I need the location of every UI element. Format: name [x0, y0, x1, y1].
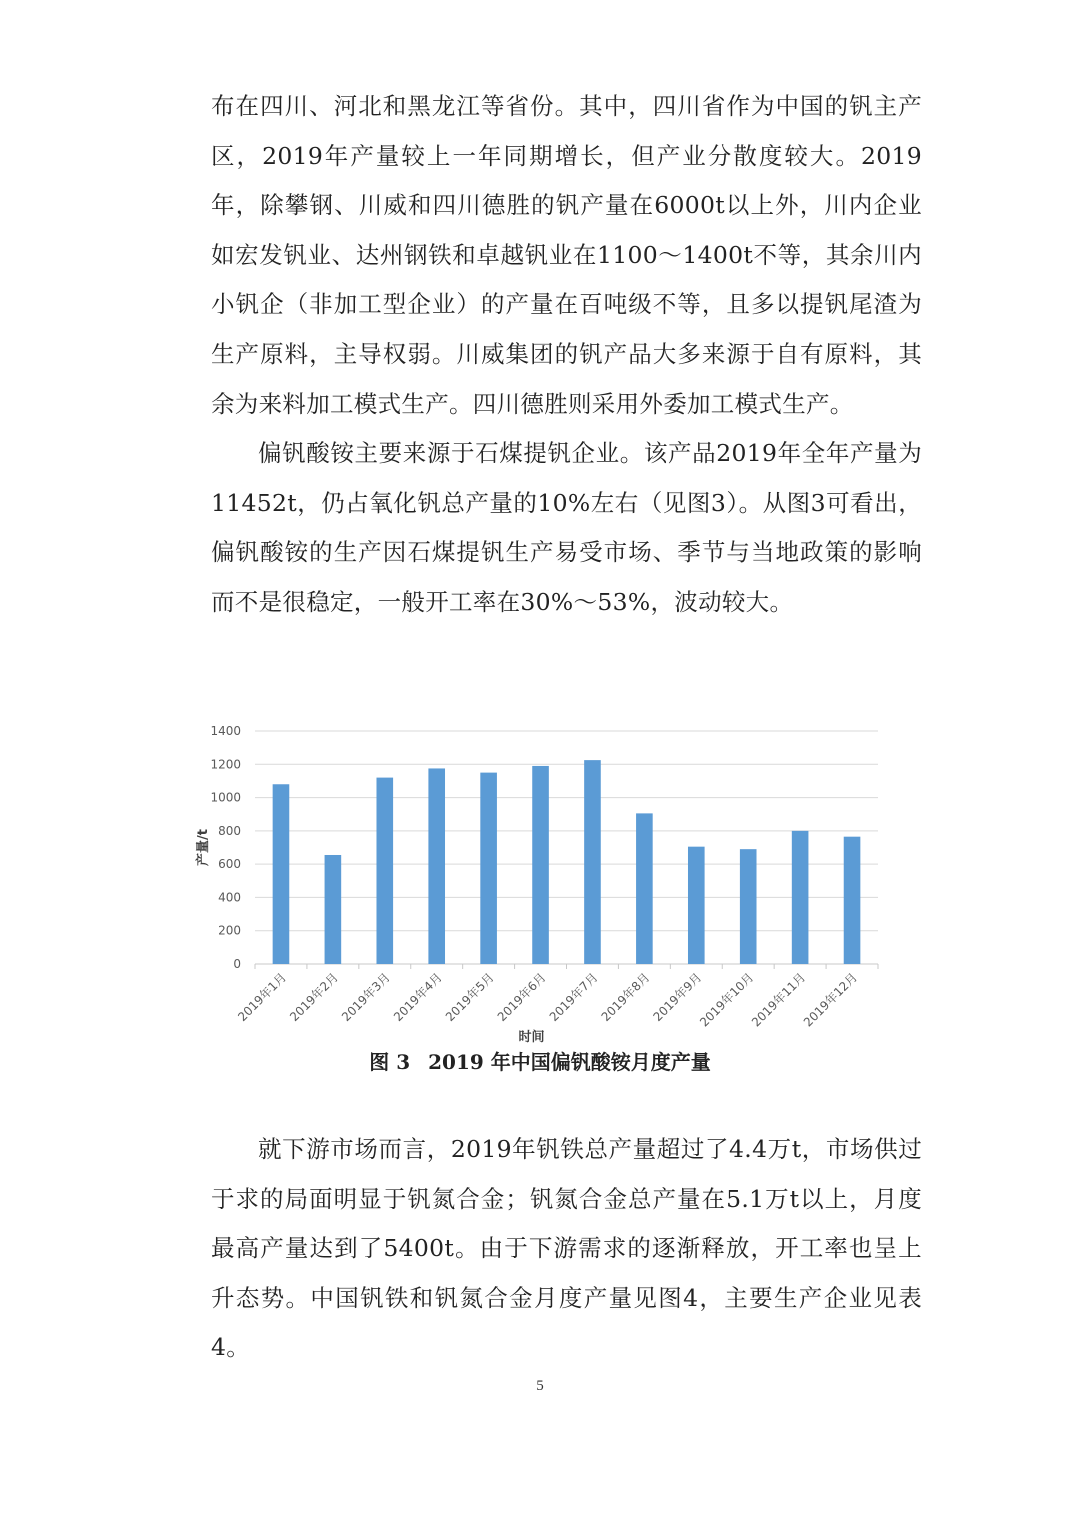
body-text-bottom — [211, 1125, 922, 1373]
y-tick-label: 400 — [218, 890, 241, 905]
bar — [688, 847, 705, 964]
y-tick-label: 800 — [218, 823, 241, 838]
bar — [636, 813, 653, 964]
y-tick-label: 200 — [218, 923, 241, 938]
y-tick-label: 1400 — [210, 724, 241, 738]
x-axis-title: 时间 — [518, 1030, 545, 1045]
bar — [792, 831, 809, 964]
figure-caption-text: 2019 年中国偏钒酸铵月度产量 — [428, 1050, 711, 1074]
x-tick-label: 2019年6月 — [494, 970, 549, 1025]
x-tick-label: 2019年10月 — [697, 970, 757, 1030]
x-tick-label: 2019年9月 — [650, 970, 705, 1025]
y-tick-label: 1000 — [210, 790, 241, 805]
bar — [532, 766, 549, 964]
x-tick-label: 2019年3月 — [339, 970, 393, 1025]
x-tick-label: 2019年2月 — [287, 970, 341, 1025]
paragraph-2: 偏钒酸铵主要来源于石煤提钒企业。该产品2019年全年产量为11452t，仍占氧化钒总产量的10%左右（见图3）。从图3可看出，偏钒酸铵的生产因石煤提钒生产易受市场、季节与当地政策的影响而不是很稳定，一般开工率在30%～53%，波动较大。 — [211, 439, 922, 616]
x-tick-label: 2019年8月 — [598, 970, 653, 1025]
figure-caption — [0, 1046, 1080, 1075]
bar — [584, 760, 601, 964]
paragraph-3: 就下游市场而言，2019年钒铁总产量超过了4.4万t，市场供过于求的局面明显于钒氮合金；钒氮合金总产量在5.1万t以上，月度最高产量达到了5400t。由于下游需求的逐渐释放，开工率也呈上升态势。中国钒铁和钒氮合金月度产量见图4，主要生产企业见表4。 — [211, 1135, 922, 1362]
paragraph-1: 布在四川、河北和黑龙江等省份。其中，四川省作为中国的钒主产区，2019年产量较上一年同期增长，但产业分散度较大。2019年，除攀钢、川威和四川德胜的钒产量在6000t以上外，川内企业如宏发钒业、达州钢铁和卓越钒业在1100～1400t不等，其余川内小钒企（非加工型企业）的产量在百吨级不等，且多以提钒尾渣为生产原料，主导权弱。川威集团的钒产品大多来源于自有原料，其余为来料加工模式生产。四川德胜则采用外委加工模式生产。 — [211, 92, 922, 418]
x-tick-label: 2019年4月 — [390, 970, 445, 1025]
bar-chart — [195, 715, 895, 1055]
bar — [740, 849, 757, 964]
x-tick-label: 2019年12月 — [800, 970, 861, 1030]
bar — [273, 784, 290, 964]
figure-caption-number: 图 3 — [369, 1050, 411, 1074]
x-tick-label: 2019年7月 — [546, 970, 601, 1025]
y-tick-label: 1200 — [210, 757, 241, 772]
x-tick-label: 2019年11月 — [748, 970, 809, 1030]
y-axis-title: 产量/t — [196, 829, 211, 866]
x-tick-label: 2019年1月 — [235, 970, 290, 1025]
x-tick-label: 2019年5月 — [442, 970, 497, 1025]
figure-3-chart — [195, 715, 895, 1055]
bar — [428, 768, 445, 964]
bar — [376, 778, 393, 964]
y-tick-label: 600 — [218, 857, 241, 872]
bar — [480, 773, 497, 964]
bar — [844, 837, 861, 964]
page-number: 5 — [536, 1378, 544, 1394]
y-tick-label: 0 — [233, 957, 241, 971]
body-text-top — [211, 82, 922, 628]
bar — [325, 855, 342, 964]
